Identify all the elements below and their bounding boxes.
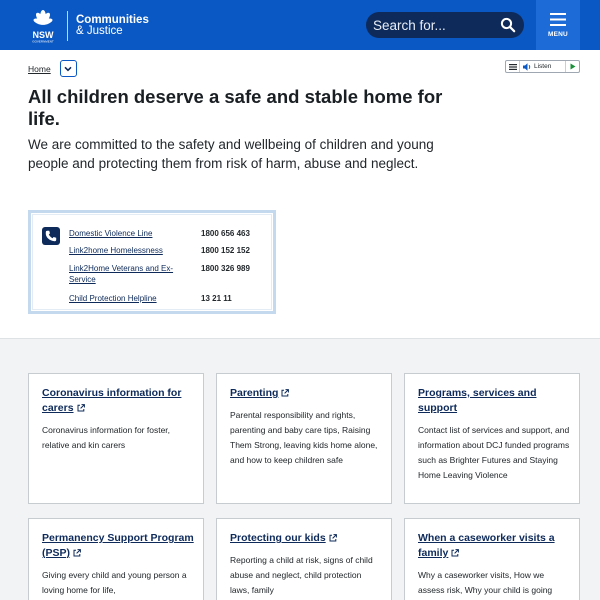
external-link-icon <box>73 549 81 557</box>
card-title-link[interactable] <box>230 386 382 401</box>
card-title-link[interactable] <box>42 386 194 416</box>
topic-card[interactable] <box>216 518 392 600</box>
helplines-inner <box>32 214 272 310</box>
nsw-waratah-logo-icon <box>27 9 59 43</box>
card-description: Reporting a child at risk, signs of child abuse and neglect, child protection laws, family <box>230 555 373 595</box>
card-title-link[interactable] <box>418 386 570 416</box>
helpline-number: 1800 152 152 <box>201 246 250 255</box>
page-title: All children deserve a safe and stable home for life. <box>28 86 443 129</box>
card-title-text: When a caseworker visits a family <box>418 532 555 559</box>
helpline-link[interactable]: Domestic Violence Line <box>69 229 153 238</box>
logo-divider <box>67 11 68 41</box>
menu-button[interactable] <box>536 0 580 50</box>
helpline-number: 1800 656 463 <box>201 229 250 238</box>
card-title-text: Coronavirus information for carers <box>42 387 182 414</box>
breadcrumb-home-link[interactable]: Home <box>28 63 51 74</box>
card-title-text: Protecting our kids <box>230 532 326 544</box>
helpline-link[interactable]: Link2home Homelessness <box>69 246 163 255</box>
helpline-link[interactable]: Link2Home Veterans and Ex-Service <box>69 264 174 284</box>
brand-line-1: Communities <box>76 14 149 26</box>
external-link-icon <box>329 534 337 542</box>
phone-icon <box>42 227 60 245</box>
play-icon[interactable] <box>565 61 579 72</box>
card-title-link[interactable] <box>418 531 570 561</box>
topic-card[interactable] <box>216 373 392 504</box>
card-title-text: Permanency Support Program (PSP) <box>42 532 194 559</box>
card-description: Why a caseworker visits, How we assess risk, Why your child is going <box>418 570 553 595</box>
card-title-link[interactable] <box>230 531 382 546</box>
external-link-icon <box>451 549 459 557</box>
search-icon[interactable] <box>500 17 516 33</box>
search-input[interactable] <box>373 18 491 33</box>
hamburger-icon <box>550 13 566 26</box>
speaker-icon <box>523 61 533 72</box>
brand-name <box>76 15 149 37</box>
topics-section <box>0 338 600 600</box>
chevron-down-icon <box>64 66 72 72</box>
menu-label: MENU <box>548 31 568 38</box>
search-bar <box>366 12 524 38</box>
external-link-icon <box>77 404 85 412</box>
listen-widget[interactable] <box>505 60 580 73</box>
card-description: Parental responsibility and rights, parenting and baby care tips, Raising Them Strong, leaving kids home alone, and how to keep children safe <box>230 410 378 465</box>
card-description: Coronavirus information for foster, relative and kin carers <box>42 425 171 450</box>
helpline-link[interactable]: Child Protection Helpline <box>69 294 157 303</box>
logo-government-text: GOVERNMENT <box>32 39 54 43</box>
topic-card[interactable] <box>404 373 580 504</box>
site-header <box>0 0 600 50</box>
card-description: Giving every child and young person a loving home for life, <box>42 570 187 595</box>
card-title-text: Parenting <box>230 387 279 399</box>
card-title-text: Programs, services and support <box>418 387 537 414</box>
external-link-icon <box>281 389 289 397</box>
helpline-number: 1800 326 989 <box>201 264 250 273</box>
listen-menu-icon[interactable] <box>506 61 520 72</box>
topic-card[interactable] <box>404 518 580 600</box>
card-title-link[interactable] <box>42 531 194 561</box>
breadcrumb <box>28 60 77 77</box>
brand-line-2: & Justice <box>76 25 123 37</box>
site-logo[interactable] <box>27 8 149 44</box>
topic-card[interactable] <box>28 518 204 600</box>
card-description: Contact list of services and support, and information about DCJ funded programs such as Brighter Futures and Staying Home Leaving Violence <box>418 425 570 480</box>
topic-card[interactable] <box>28 373 204 504</box>
helpline-number: 13 21 11 <box>201 294 232 303</box>
breadcrumb-toggle-button[interactable] <box>60 60 77 77</box>
intro-text: We are committed to the safety and wellbeing of children and young people and protecting them from risk of harm, abuse and neglect. <box>28 137 434 171</box>
helplines-box <box>28 210 276 314</box>
logo-nsw-text: NSW <box>32 30 54 40</box>
listen-label: Listen <box>534 63 552 70</box>
